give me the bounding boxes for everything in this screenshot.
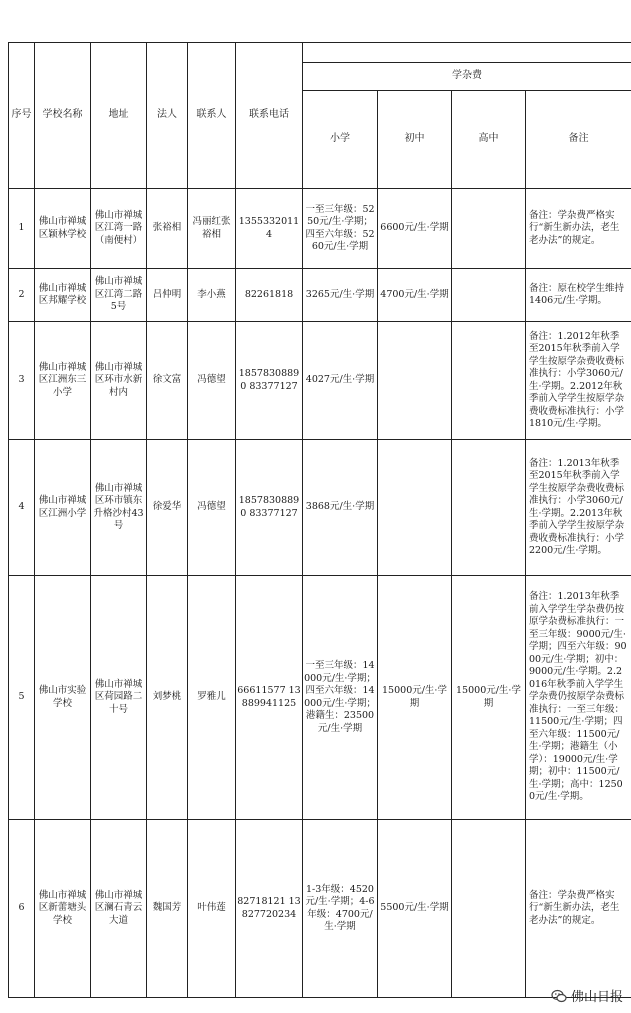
cell-junior: 5500元/生·学期 bbox=[378, 820, 452, 998]
cell-primary: 1-3年级：4520元/生·学期；4-6年级：4700元/生·学期 bbox=[303, 820, 378, 998]
cell-legal-rep: 魏国芳 bbox=[147, 820, 188, 998]
cell-contact: 冯德望 bbox=[188, 322, 236, 440]
header-blank bbox=[303, 43, 631, 63]
table-row bbox=[9, 269, 631, 322]
cell-phone: 18578308890 83377127 bbox=[236, 440, 303, 576]
cell-remarks: 备注：1.2012年秋季至2015年秋季前入学学生按原学杂费收费标准执行：小学3060元/生·学期。2.2012年秋季前入学学生按原学杂费收费标准执行：小学1810元/生·学期。 bbox=[526, 322, 631, 440]
header-senior: 高中 bbox=[452, 91, 526, 189]
table-row bbox=[9, 322, 631, 440]
header-primary: 小学 bbox=[303, 91, 378, 189]
header-seq: 序号 bbox=[9, 43, 35, 189]
wechat-icon bbox=[551, 988, 567, 1004]
cell-address: 佛山市禅城区江湾一路（南便村） bbox=[91, 189, 147, 269]
cell-remarks: 备注：原在校学生维持1406元/生·学期。 bbox=[526, 269, 631, 322]
cell-primary: 3265元/生·学期 bbox=[303, 269, 378, 322]
watermark-text: 佛山日报 bbox=[570, 990, 623, 1005]
header-contact: 联系人 bbox=[188, 43, 236, 189]
cell-address: 佛山市禅城区环市水新村内 bbox=[91, 322, 147, 440]
cell-senior bbox=[452, 322, 526, 440]
cell-phone: 82261818 bbox=[236, 269, 303, 322]
newspaper-watermark bbox=[551, 986, 623, 1005]
cell-seq: 2 bbox=[9, 269, 35, 322]
cell-address: 佛山市禅城区澜石青云大道 bbox=[91, 820, 147, 998]
cell-seq: 1 bbox=[9, 189, 35, 269]
cell-primary: 一至三年级：5250元/生·学期；四至六年级：5260元/生·学期 bbox=[303, 189, 378, 269]
cell-contact: 罗雅儿 bbox=[188, 576, 236, 820]
cell-remarks: 备注：1.2013年秋季前入学学生学杂费仍按原学杂费标准执行：一至三年级：9000元/生·学期；四至六年级：9000元/生·学期；初中：9000元/生·学期。2.2016年秋季前入学学生学杂费仍按原学杂费标准执行：一至三年级：11500元/生·学期；四至六年级：11500元/生·学期；港籍生（小学）：19000元/生·学期；初中：11500元/生·学期；高中：12500元/生·学期。 bbox=[526, 576, 631, 820]
cell-phone: 13553320114 bbox=[236, 189, 303, 269]
cell-phone: 18578308890 83377127 bbox=[236, 322, 303, 440]
cell-remarks: 备注：1.2013年秋季至2015年秋季前入学学生按原学杂费收费标准执行：小学3060元/生·学期。2.2013年秋季前入学学生按原学杂费收费标准执行：小学2200元/生·学期。 bbox=[526, 440, 631, 576]
header-phone: 联系电话 bbox=[236, 43, 303, 189]
cell-primary: 3868元/生·学期 bbox=[303, 440, 378, 576]
header-fees-group: 学杂费 bbox=[303, 63, 631, 91]
cell-seq: 4 bbox=[9, 440, 35, 576]
cell-seq: 5 bbox=[9, 576, 35, 820]
cell-senior bbox=[452, 189, 526, 269]
cell-school: 佛山市禅城区邦耀学校 bbox=[35, 269, 91, 322]
cell-legal-rep: 吕仲明 bbox=[147, 269, 188, 322]
cell-primary: 4027元/生·学期 bbox=[303, 322, 378, 440]
cell-school: 佛山市禅城区新蕾塘头学校 bbox=[35, 820, 91, 998]
school-fee-table bbox=[8, 42, 631, 998]
header-school: 学校名称 bbox=[35, 43, 91, 189]
cell-address: 佛山市禅城区荷园路二十号 bbox=[91, 576, 147, 820]
table-row bbox=[9, 820, 631, 998]
cell-senior: 15000元/生·学期 bbox=[452, 576, 526, 820]
cell-legal-rep: 刘梦桃 bbox=[147, 576, 188, 820]
cell-phone: 82718121 13827720234 bbox=[236, 820, 303, 998]
cell-junior bbox=[378, 440, 452, 576]
cell-senior bbox=[452, 820, 526, 998]
cell-contact: 冯丽红张裕相 bbox=[188, 189, 236, 269]
cell-school: 佛山市禅城区江洲东三小学 bbox=[35, 322, 91, 440]
cell-contact: 叶伟莲 bbox=[188, 820, 236, 998]
cell-senior bbox=[452, 269, 526, 322]
cell-school: 佛山市禅城区江洲小学 bbox=[35, 440, 91, 576]
cell-school: 佛山市实验学校 bbox=[35, 576, 91, 820]
fee-table-container bbox=[8, 42, 631, 998]
cell-address: 佛山市禅城区环市镇东升格沙村43号 bbox=[91, 440, 147, 576]
cell-senior bbox=[452, 440, 526, 576]
cell-phone: 66611577 13889941125 bbox=[236, 576, 303, 820]
cell-remarks: 备注：学杂费严格实行“新生新办法，老生老办法”的规定。 bbox=[526, 820, 631, 998]
cell-seq: 6 bbox=[9, 820, 35, 998]
table-row bbox=[9, 440, 631, 576]
cell-school: 佛山市禅城区颖林学校 bbox=[35, 189, 91, 269]
cell-junior: 6600元/生·学期 bbox=[378, 189, 452, 269]
cell-junior: 4700元/生·学期 bbox=[378, 269, 452, 322]
cell-contact: 李小燕 bbox=[188, 269, 236, 322]
header-remarks: 备注 bbox=[526, 91, 631, 189]
cell-legal-rep: 徐爱华 bbox=[147, 440, 188, 576]
header-address: 地址 bbox=[91, 43, 147, 189]
header-junior: 初中 bbox=[378, 91, 452, 189]
table-row bbox=[9, 189, 631, 269]
header-legal-rep: 法人 bbox=[147, 43, 188, 189]
cell-address: 佛山市禅城区江湾二路5号 bbox=[91, 269, 147, 322]
table-row bbox=[9, 576, 631, 820]
cell-seq: 3 bbox=[9, 322, 35, 440]
cell-junior: 15000元/生·学期 bbox=[378, 576, 452, 820]
cell-junior bbox=[378, 322, 452, 440]
cell-legal-rep: 徐文富 bbox=[147, 322, 188, 440]
cell-legal-rep: 张裕相 bbox=[147, 189, 188, 269]
cell-primary: 一至三年级：14000元/生·学期；四至六年级：14000元/生·学期；港籍生：23500元/生·学期 bbox=[303, 576, 378, 820]
cell-contact: 冯德望 bbox=[188, 440, 236, 576]
cell-remarks: 备注：学杂费严格实行“新生新办法，老生老办法”的规定。 bbox=[526, 189, 631, 269]
